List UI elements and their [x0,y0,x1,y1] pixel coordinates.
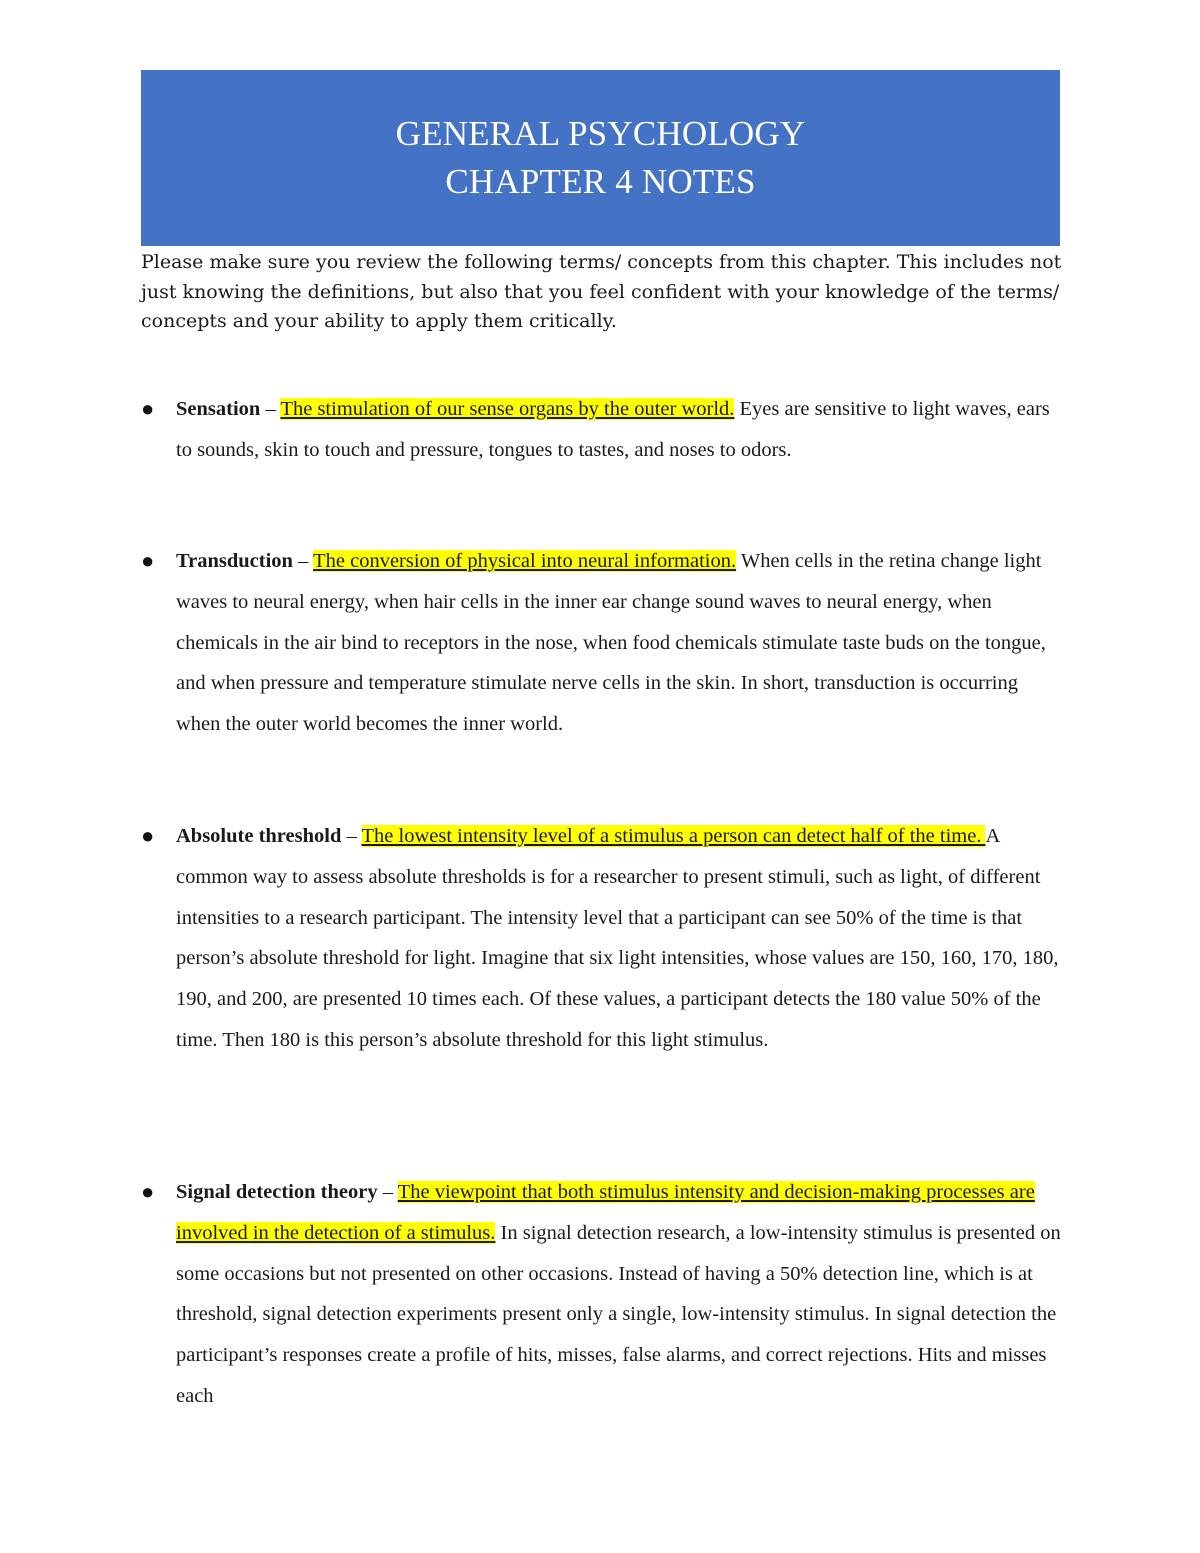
term-dash: – [260,398,281,420]
term-name: Signal detection theory [176,1181,378,1203]
term-body [176,816,1066,1061]
term-name: Sensation [176,398,261,420]
term-explanation: In signal detection research, a low-intensity stimulus is presented on some occasions but not presented on other occasions. Instead of having a 50% detection line, which is at threshold, signal detection experiments present only a single, low-intensity stimulus. In signal detection the participant’s responses create a profile of hits, misses, false alarms, and correct rejections. Hits and misses each [176,1221,1061,1407]
document-subtitle: CHAPTER 4 NOTES [445,162,756,201]
bullet-icon: ● [141,1179,155,1204]
bullet-icon: ● [141,548,155,573]
bullet-icon: ● [141,396,155,421]
document-title: GENERAL PSYCHOLOGY [395,114,806,153]
term-body [176,1172,1066,1417]
term-definition-highlight: The lowest intensity level of a stimulus a person can detect half of the time. [361,825,986,847]
term-name: Transduction [176,550,293,572]
term-name: Absolute threshold [176,825,342,847]
intro-paragraph: Please make sure you review the following terms/ concepts from this chapter. This includes not just knowing the definitions, but also that you feel confident with your knowledge of the terms/ concepts and your ability to apply them critically. [141,251,1062,332]
term-dash: – [292,550,314,572]
term-definition-highlight: The conversion of physical into neural information. [313,550,737,572]
term-dash: – [377,1181,398,1203]
term-definition-highlight: The viewpoint that both stimulus intensity and decision-making processes are involved in the detection of a stimulus. [176,1181,1035,1244]
title-banner [141,70,1060,246]
term-explanation: A common way to assess absolute thresholds is for a researcher to present stimuli, such as light, of different intensities to a research participant. The intensity level that a participant can see 50% of the time is that person’s absolute threshold for light. Imagine that six light intensities, whose values are 150, 160, 170, 180, 190, and 200, are presented 10 times each. Of these values, a participant detects the 180 value 50% of the time. Then 180 is this person’s absolute threshold for this light stimulus. [176,825,1059,1051]
bullet-icon: ● [141,823,155,848]
term-dash: – [341,825,362,847]
term-definition-highlight: The stimulation of our sense organs by the outer world. [280,398,735,420]
term-explanation: When cells in the retina change light waves to neural energy, when hair cells in the inner ear change sound waves to neural energy, when chemicals in the air bind to receptors in the nose, when food chemicals stimulate taste buds on the tongue, and when pressure and temperature stimulate nerve cells in the skin. In short, transduction is occurring when the outer world becomes the inner world. [176,550,1046,736]
term-explanation: Eyes are sensitive to light waves, ears to sounds, skin to touch and pressure, tongues to tastes, and noses to odors. [176,398,1050,461]
term-body [176,389,1066,471]
term-body [176,541,1066,745]
